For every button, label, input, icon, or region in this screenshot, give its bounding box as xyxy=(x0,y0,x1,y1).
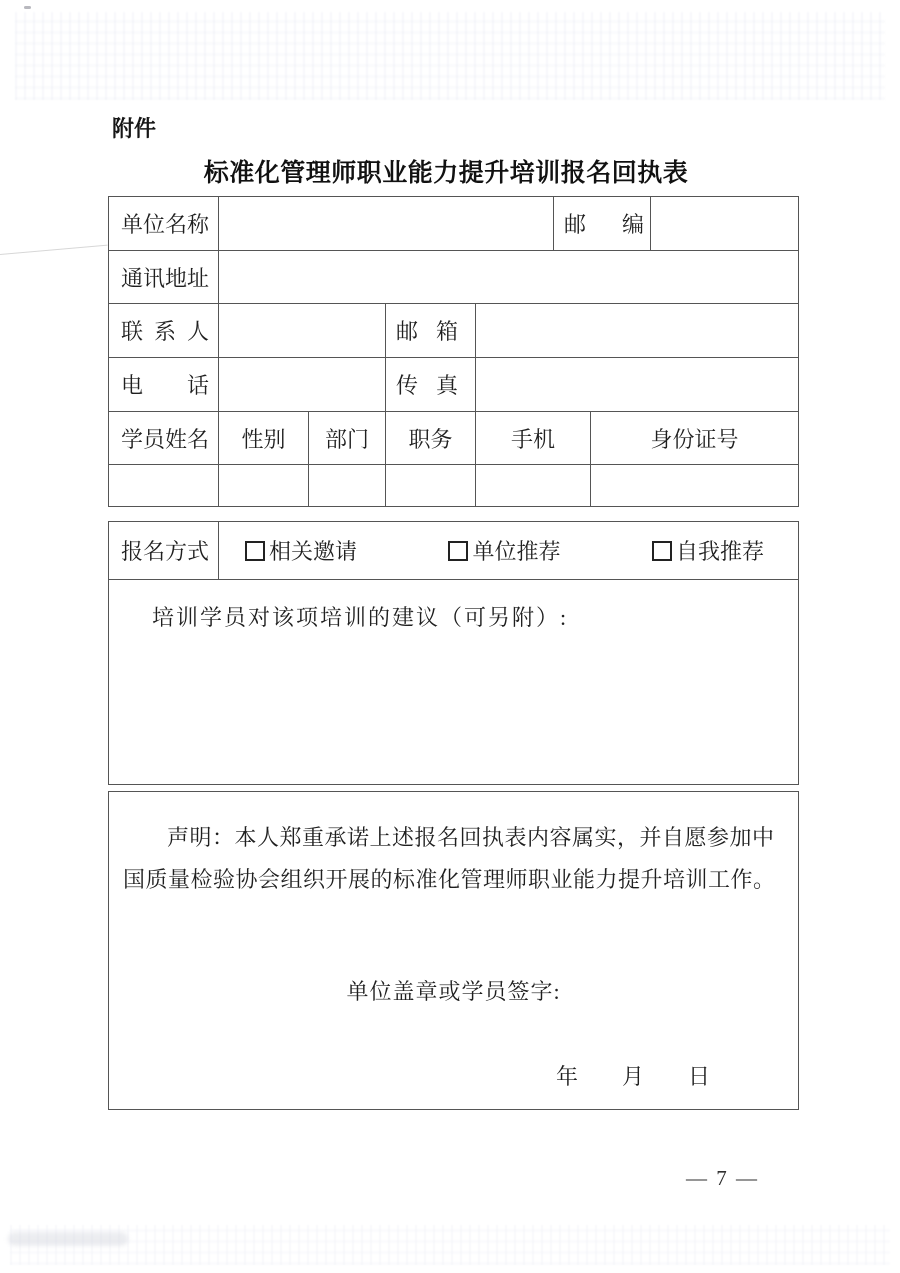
mobile-field[interactable] xyxy=(476,465,591,506)
option-unit-recommend[interactable] xyxy=(448,535,560,566)
contact-person-label-cell xyxy=(109,304,219,358)
position-header: 职务 xyxy=(408,426,453,452)
postal-code-label: 邮编 xyxy=(564,212,644,237)
signature-label: 单位盖章或学员签字: xyxy=(346,979,561,1004)
suggestion-section[interactable] xyxy=(108,580,799,785)
option-invited-label: 相关邀请 xyxy=(269,539,358,564)
department-header-cell xyxy=(309,412,386,465)
contact-person-field[interactable] xyxy=(219,304,386,358)
scan-noise-bottom xyxy=(10,1225,890,1265)
gender-field[interactable] xyxy=(219,465,309,506)
registration-options xyxy=(219,535,798,566)
gender-header: 性别 xyxy=(241,426,286,452)
registration-method-label: 报名方式 xyxy=(121,539,210,564)
scan-noise-top xyxy=(15,12,885,100)
email-label: 邮箱 xyxy=(396,319,458,344)
phone-label-cell xyxy=(109,358,219,412)
checkbox-self-recommend-icon[interactable] xyxy=(652,541,672,561)
contact-person-label: 联系人 xyxy=(121,319,209,344)
mobile-header-cell xyxy=(476,412,591,465)
scan-smudge xyxy=(8,1232,128,1246)
scan-speck xyxy=(24,6,31,9)
statement-section xyxy=(108,791,799,1110)
fax-label: 传真 xyxy=(396,373,458,398)
email-label-cell xyxy=(386,304,476,358)
option-self-recommend-label: 自我推荐 xyxy=(675,539,764,564)
position-header-cell xyxy=(386,412,476,465)
fax-field[interactable] xyxy=(476,358,798,412)
phone-label: 电话 xyxy=(121,373,209,398)
email-field[interactable] xyxy=(476,304,798,358)
id-number-field[interactable] xyxy=(591,465,798,506)
mobile-header: 手机 xyxy=(510,426,555,452)
registration-options-cell xyxy=(219,522,798,579)
form-title: 标准化管理师职业能力提升培训报名回执表 xyxy=(203,160,689,187)
student-name-field[interactable] xyxy=(109,465,219,506)
phone-field[interactable] xyxy=(219,358,386,412)
address-label: 通讯地址 xyxy=(121,265,210,291)
unit-name-label-cell xyxy=(109,197,219,251)
option-invited[interactable] xyxy=(245,535,357,566)
unit-name-field[interactable] xyxy=(219,197,554,251)
department-header: 部门 xyxy=(324,426,369,452)
registration-method-row xyxy=(108,521,799,580)
department-field[interactable] xyxy=(309,465,386,506)
address-label-cell xyxy=(109,251,219,304)
fax-label-cell xyxy=(386,358,476,412)
attachment-label: 附件 xyxy=(112,116,157,141)
student-name-header: 学员姓名 xyxy=(121,426,210,452)
checkbox-unit-recommend-icon[interactable] xyxy=(448,541,468,561)
info-table xyxy=(108,196,799,507)
checkbox-invited-icon[interactable] xyxy=(245,541,265,561)
postal-code-label-cell xyxy=(554,197,651,251)
statement-text: 声明：本人郑重承诺上述报名回执表内容属实，并自愿参加中国质量检验协会组织开展的标准化管理师职业能力提升培训工作。 xyxy=(123,825,776,892)
postal-code-field[interactable] xyxy=(651,197,798,251)
scan-crease xyxy=(0,245,108,255)
registration-method-label-cell xyxy=(109,522,219,579)
suggestion-prompt: 培训学员对该项培训的建议（可另附）: xyxy=(152,605,569,630)
option-self-recommend[interactable] xyxy=(652,535,764,566)
address-field[interactable] xyxy=(219,251,798,304)
id-number-header: 身份证号 xyxy=(650,426,739,452)
option-unit-recommend-label: 单位推荐 xyxy=(472,539,561,564)
id-number-header-cell xyxy=(591,412,798,465)
gender-header-cell xyxy=(219,412,309,465)
date-label: 年 月 日 xyxy=(555,1064,710,1089)
position-field[interactable] xyxy=(386,465,476,506)
unit-name-label: 单位名称 xyxy=(121,212,210,237)
student-name-header-cell xyxy=(109,412,219,465)
page-number: — 7 — xyxy=(686,1166,759,1190)
